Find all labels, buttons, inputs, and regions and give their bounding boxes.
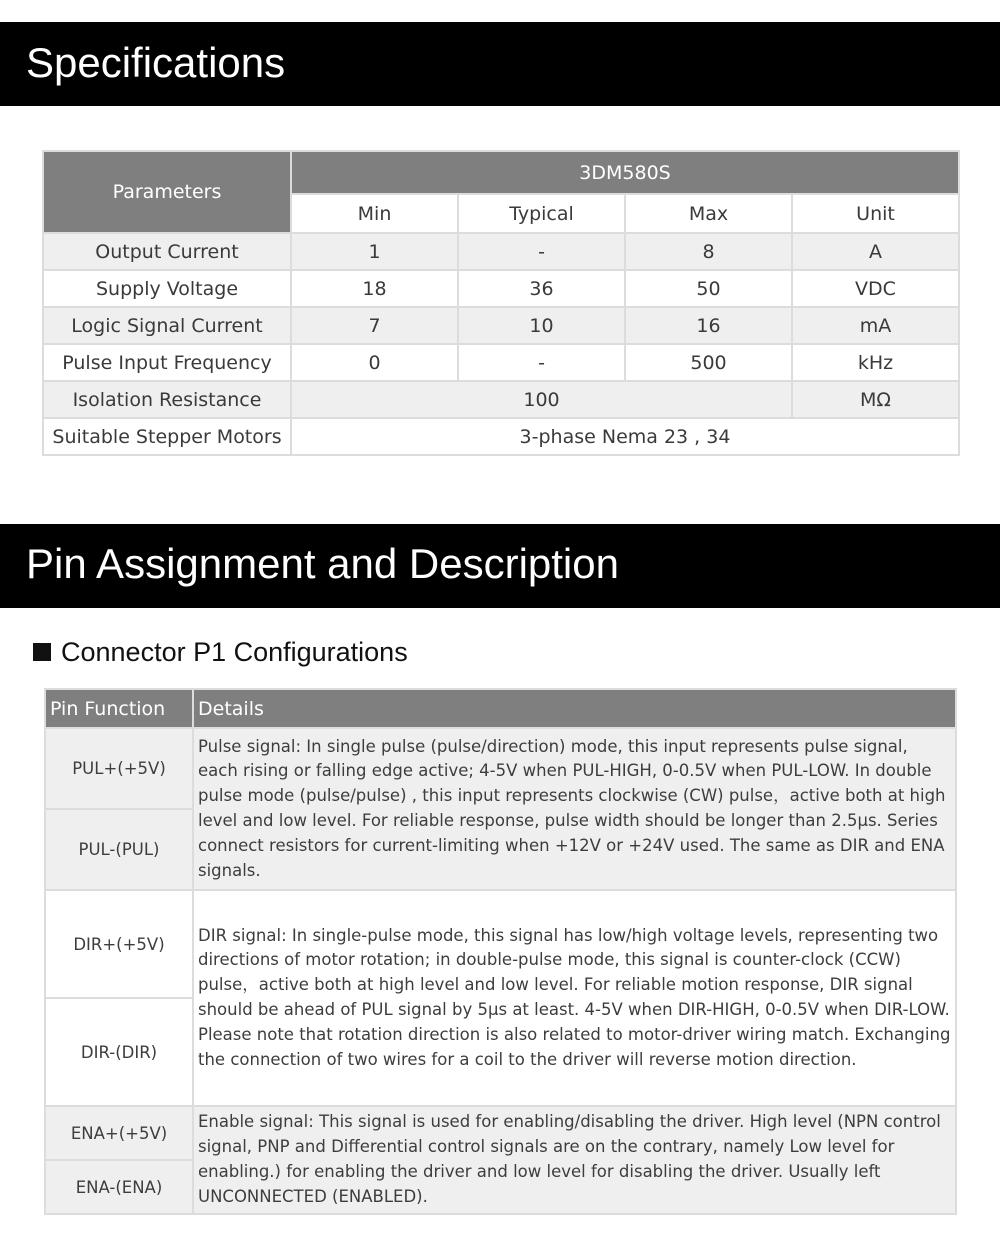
table-row [45,890,956,998]
param-unit: mA [792,307,959,344]
param-typical: 36 [458,270,625,307]
param-min: 7 [291,307,458,344]
connector-p1-title: Connector P1 Configurations [61,636,408,667]
col-max-header: Max [625,194,792,233]
col-typical-header: Typical [458,194,625,233]
table-row [43,233,959,270]
pin-details: Enable signal: This signal is used for enabling/disabling the driver. High level (NPN control signal, PNP and Differential control signals are on the contrary, namely Low level for enabling.) for enabling the driver and low level for disabling the driver. Usually left UNCONNECTED (ENABLED). [193,1106,956,1214]
param-max: 50 [625,270,792,307]
square-bullet-icon [33,643,51,661]
pin-details: Pulse signal: In single pulse (pulse/direction) mode, this input represents pulse signal, each rising or falling edge active; 4-5V when PUL-HIGH, 0-0.5V when PUL-LOW. In double pulse mode (pulse/pulse) , this input represents clockwise (CW) pulse，active both at high level and low level. For reliable response, pulse width should be longer than 2.5μs. Series connect resistors for current-limiting when +12V or +24V used. The same as DIR and ENA signals. [193,728,956,890]
param-name: Isolation Resistance [43,381,291,418]
param-typical: - [458,344,625,381]
table-row [43,418,959,455]
table-row [43,344,959,381]
parameters-header: Parameters [43,151,291,233]
param-value: 3-phase Nema 23 , 34 [291,418,959,455]
specifications-title: Specifications [26,39,286,86]
connector-p1-heading [33,636,408,668]
param-min: 1 [291,233,458,270]
col-unit-header: Unit [792,194,959,233]
param-unit: A [792,233,959,270]
details-header: Details [193,689,956,728]
table-row [45,728,956,809]
param-unit: VDC [792,270,959,307]
table-row [45,1106,956,1160]
pin-function-header: Pin Function [45,689,193,728]
table-row [43,270,959,307]
param-value: 100 [291,381,792,418]
pin-name: DIR+(+5V) [45,890,193,998]
pin-name: DIR-(DIR) [45,998,193,1106]
pin-details: DIR signal: In single-pulse mode, this signal has low/high voltage levels, representing two directions of motor rotation; in double-pulse mode, this signal is counter-clock (CCW) pulse，active both at high level and low level. For reliable motion response, DIR signal should be ahead of PUL signal by 5μs at least. 4-5V when DIR-HIGH, 0-0.5V when DIR-LOW. Please note that rotation direction is also related to motor-driver wiring match. Exchanging the connection of two wires for a coil to the driver will reverse motion direction. [193,890,956,1106]
pin-name: ENA-(ENA) [45,1160,193,1214]
param-name: Supply Voltage [43,270,291,307]
pin-name: PUL+(+5V) [45,728,193,809]
param-max: 500 [625,344,792,381]
specifications-banner [0,22,1000,106]
param-max: 16 [625,307,792,344]
param-unit: MΩ [792,381,959,418]
param-typical: 10 [458,307,625,344]
pin-assignment-title: Pin Assignment and Description [26,540,619,587]
param-max: 8 [625,233,792,270]
param-name: Pulse Input Frequency [43,344,291,381]
col-min-header: Min [291,194,458,233]
model-header: 3DM580S [291,151,959,194]
pin-name: PUL-(PUL) [45,809,193,890]
pin-assignment-banner [0,524,1000,608]
param-name: Output Current [43,233,291,270]
specifications-table [42,150,960,456]
param-name: Suitable Stepper Motors [43,418,291,455]
param-typical: - [458,233,625,270]
param-min: 18 [291,270,458,307]
param-unit: kHz [792,344,959,381]
param-min: 0 [291,344,458,381]
table-row [43,307,959,344]
pin-function-table [44,688,957,1215]
table-row [43,381,959,418]
param-name: Logic Signal Current [43,307,291,344]
pin-name: ENA+(+5V) [45,1106,193,1160]
